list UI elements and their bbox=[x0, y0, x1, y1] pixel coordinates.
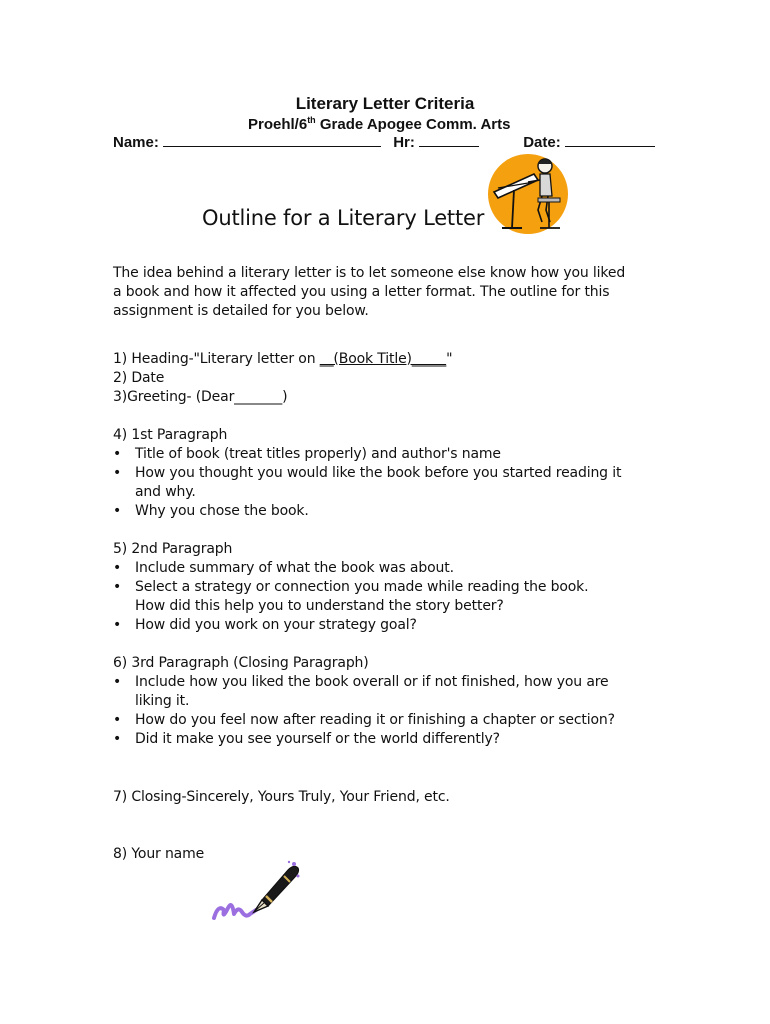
hr-blank bbox=[419, 133, 479, 147]
bullet-text: Title of book (treat titles properly) and author's name bbox=[135, 446, 501, 462]
bullet-icon: • bbox=[113, 503, 122, 519]
bullet-icon: • bbox=[113, 560, 122, 576]
document-title: Literary Letter Criteria bbox=[295, 94, 475, 113]
bullet-item bbox=[113, 559, 588, 578]
intro-line: a book and how it affected you using a letter format. The outline for this bbox=[113, 284, 610, 300]
bullet-item bbox=[113, 673, 615, 692]
closing-line: 7) Closing-Sincerely, Yours Truly, Your Friend, etc. bbox=[113, 789, 450, 805]
bullet-text: How did you work on your strategy goal? bbox=[135, 617, 417, 633]
bullet-item bbox=[113, 464, 621, 483]
subtitle-prefix: Proehl/6 bbox=[248, 116, 308, 133]
name-blank bbox=[163, 133, 381, 147]
bullet-continuation: How did this help you to understand the story better? bbox=[135, 598, 504, 614]
paragraph-1-section bbox=[113, 426, 621, 521]
date-label: Date: bbox=[523, 134, 561, 151]
bullet-continuation: and why. bbox=[135, 484, 196, 500]
bullet-text: Select a strategy or connection you made while reading the book. bbox=[135, 579, 589, 595]
your-name-line: 8) Your name bbox=[113, 846, 205, 862]
bullet-icon: • bbox=[113, 674, 122, 690]
book-title-blank: __(Book Title)_____ bbox=[319, 351, 447, 367]
steps-1-to-3 bbox=[113, 350, 452, 407]
bullet-item bbox=[113, 502, 621, 521]
bullet-text: How you thought you would like the book before you started reading it bbox=[135, 465, 622, 481]
bullet-icon: • bbox=[113, 731, 122, 747]
bullet-icon: • bbox=[113, 579, 122, 595]
bullet-item bbox=[113, 445, 621, 464]
intro-paragraph bbox=[113, 264, 625, 321]
hr-label: Hr: bbox=[393, 134, 415, 151]
step-heading-text: 1) Heading-"Literary letter on bbox=[113, 351, 320, 367]
bullet-item bbox=[113, 730, 615, 749]
subtitle-superscript: th bbox=[307, 115, 316, 125]
fountain-pen-icon bbox=[210, 860, 302, 926]
class-subtitle bbox=[248, 116, 510, 133]
step-heading-close: " bbox=[446, 351, 453, 367]
bullet-text: Include how you liked the book overall or if not finished, how you are bbox=[135, 674, 609, 690]
paragraph-1-title: 4) 1st Paragraph bbox=[113, 427, 228, 443]
bullet-text: Why you chose the book. bbox=[135, 503, 309, 519]
your-name-step bbox=[113, 845, 204, 864]
student-info-fields bbox=[113, 133, 655, 151]
bullet-icon: • bbox=[113, 712, 122, 728]
bullet-icon: • bbox=[113, 617, 122, 633]
step-date: 2) Date bbox=[113, 370, 165, 386]
bullet-text: Did it make you see yourself or the world differently? bbox=[135, 731, 500, 747]
closing-step bbox=[113, 788, 450, 807]
date-blank bbox=[565, 133, 655, 147]
paragraph-2-title: 5) 2nd Paragraph bbox=[113, 541, 233, 557]
paragraph-2-section bbox=[113, 540, 588, 635]
bullet-continuation: liking it. bbox=[135, 693, 190, 709]
bullet-item bbox=[113, 578, 588, 597]
intro-line: The idea behind a literary letter is to let someone else know how you liked bbox=[113, 265, 626, 281]
intro-line: assignment is detailed for you below. bbox=[113, 303, 369, 319]
bullet-text: Include summary of what the book was about. bbox=[135, 560, 454, 576]
paragraph-3-section bbox=[113, 654, 615, 749]
bullet-icon: • bbox=[113, 465, 122, 481]
step-heading bbox=[113, 350, 452, 369]
name-label: Name: bbox=[113, 134, 159, 151]
bullet-text: How do you feel now after reading it or finishing a chapter or section? bbox=[135, 712, 615, 728]
outline-heading: Outline for a Literary Letter bbox=[202, 206, 485, 230]
bullet-icon: • bbox=[113, 446, 122, 462]
bullet-item bbox=[113, 616, 588, 635]
paragraph-3-title: 6) 3rd Paragraph (Closing Paragraph) bbox=[113, 655, 369, 671]
subtitle-suffix: Grade Apogee Comm. Arts bbox=[315, 116, 511, 133]
bullet-item bbox=[113, 711, 615, 730]
student-desk-icon bbox=[488, 152, 568, 236]
step-greeting: 3)Greeting- (Dear_______) bbox=[113, 389, 288, 405]
